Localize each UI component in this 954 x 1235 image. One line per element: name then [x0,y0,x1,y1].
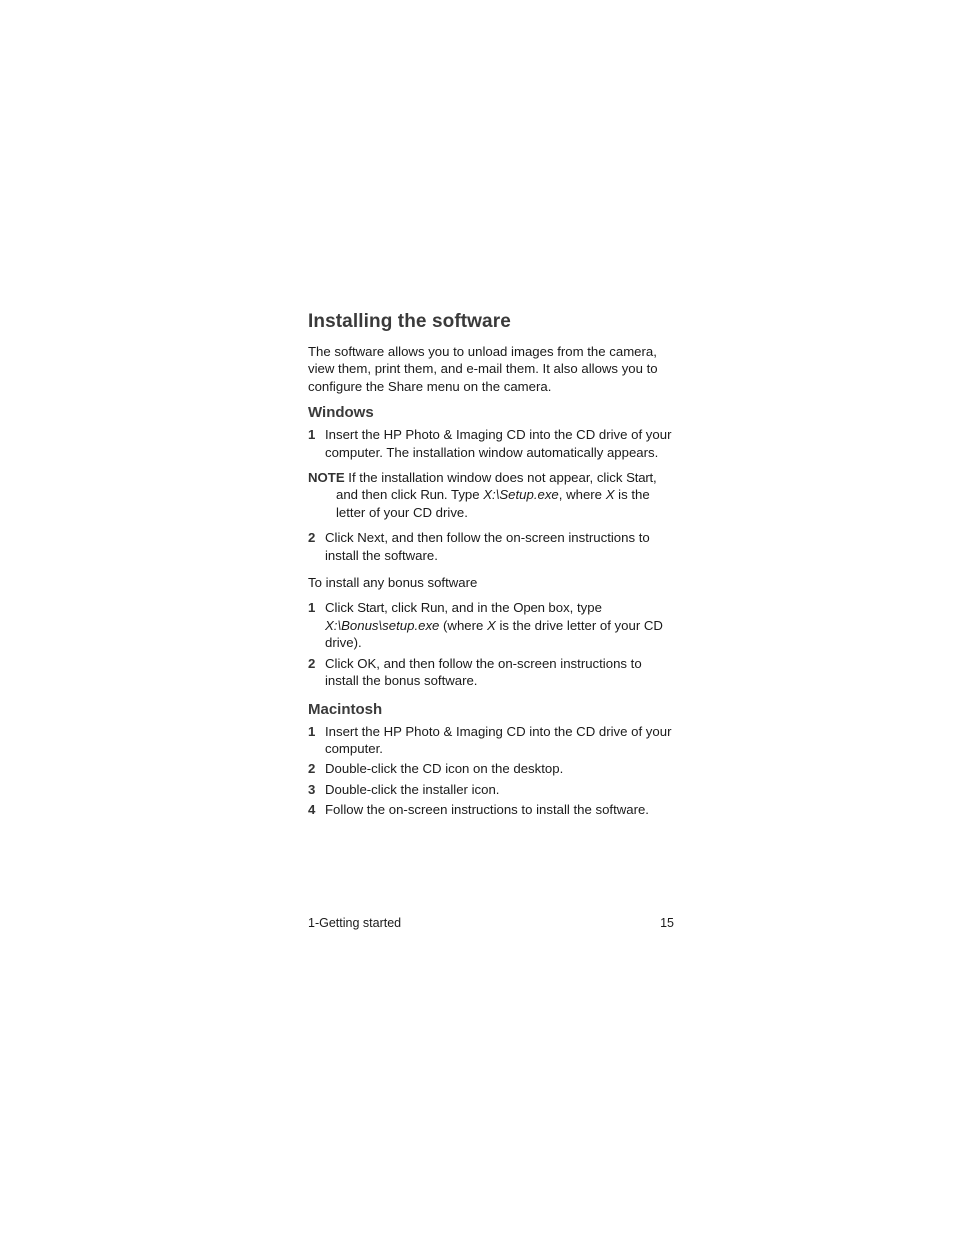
setup-path: X:\Setup.exe [483,487,559,503]
step-number: 1 [308,427,316,443]
step-text: Insert the HP Photo & Imaging CD into the CD drive of your computer. The installation window automatically appears. [325,427,672,460]
ui-open-label: Open [513,600,545,616]
step-number: 1 [308,723,316,739]
ui-start-label: Start [626,470,653,486]
windows-step-2 [308,529,678,564]
page-content [308,310,678,819]
page-footer [308,915,674,931]
bonus-setup-path: X:\Bonus\setup.exe [325,617,440,633]
ui-run-label: Run [420,600,445,616]
bonus-step-1 [308,599,678,651]
step-number: 2 [308,530,316,546]
step-text: Insert the HP Photo & Imaging CD into the CD drive of your computer. [325,723,672,756]
step-text: , and in the [444,600,514,616]
bonus-heading: To install any bonus software [308,575,478,591]
page-title: Installing the software [308,311,511,332]
step-number: 2 [308,761,316,777]
windows-heading: Windows [308,404,374,422]
step-text: Double-click the CD icon on the desktop. [325,761,564,777]
drive-letter: X [487,617,496,633]
note-block [308,469,678,521]
mac-step-2 [308,760,678,777]
macintosh-heading: Macintosh [308,700,383,718]
step-text: , click [384,600,421,616]
step-number: 4 [308,802,316,818]
windows-step-1 [308,426,678,461]
note-label: NOTE [308,470,345,486]
bonus-step-2 [308,655,678,690]
note-text: If the installation window does not appear, click [344,470,627,486]
step-number: 2 [308,655,316,671]
mac-step-4 [308,801,678,818]
mac-step-3 [308,781,678,798]
note-text: is the letter of your CD drive. [336,487,650,520]
note-text: . Type [443,487,484,503]
intro-paragraph: The software allows you to unload images from the camera, view them, print them, and e-mail them. It also allows you to configure the Share menu on the camera. [308,344,658,394]
step-text: Double-click the installer icon. [325,781,500,797]
step-text: is the drive letter of your CD drive). [325,617,663,651]
drive-letter: X [605,487,615,503]
step-text: Click [325,600,358,616]
step-number: 1 [308,600,316,616]
step-text: box, type [544,600,602,616]
step-text: Click OK, and then follow the on-screen instructions to install the bonus software. [325,655,642,689]
step-text: (where [439,617,488,633]
step-text: Click Next, and then follow the on-screen instructions to install the software. [325,530,650,563]
page-number: 15 [660,916,674,930]
step-text: Follow the on-screen instructions to install the software. [325,802,649,818]
note-text: , and then click [336,470,657,503]
ui-start-label: Start [357,600,385,616]
note-text: , where [558,487,606,503]
ui-run-label: Run [420,487,444,503]
chapter-label: 1-Getting started [308,916,402,930]
step-number: 3 [308,781,316,797]
mac-step-1 [308,723,678,758]
